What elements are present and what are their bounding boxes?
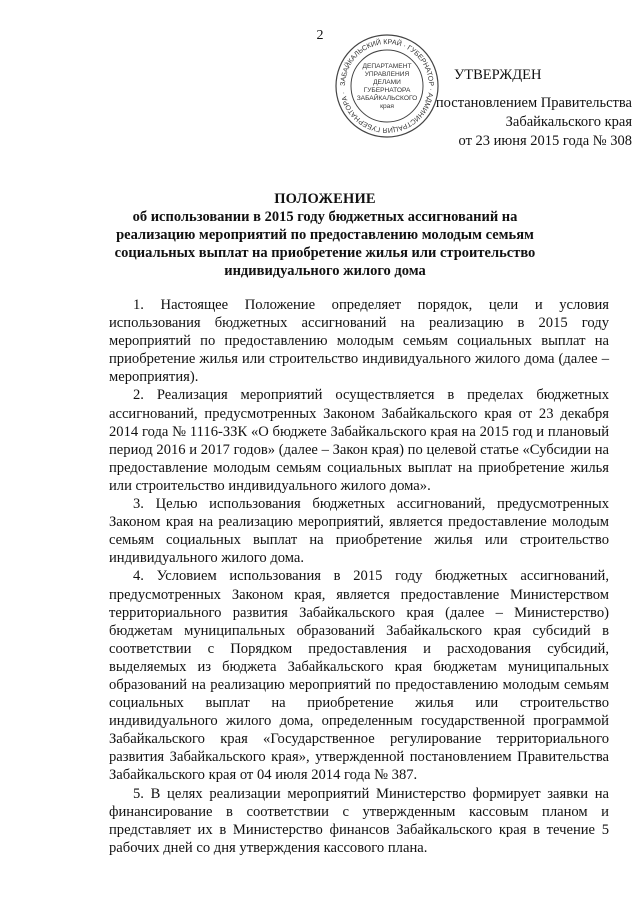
paragraph-2: 2. Реализация мероприятий осуществляется в пределах бюджетных ассигнований, предусмотренных Законом Забайкальского края от 23 декабря 2014 года № 1116-ЗЗК «О бюджете Забайкальского края на 2015 год и плановый период 2016 и 2017 годов» (далее – Закон края) по целевой статье «Субсидии на предоставление молодым семьям социальных выплат на приобретение жилья или строительство индивидуального жилого дома».: [109, 387, 609, 494]
paragraph-4: 4. Условием использования в 2015 году бюджетных ассигнований, предусмотренных Законом края, является предоставление Министерством территориального развития Забайкальского края (далее – Министерство) бюджетам муниципальных образований Забайкальского края субсидий в соответствии с Порядком предоставления и расходования субсидий, выделяемых из бюджета Забайкальского края бюджетам муниципальных образований на реализацию мероприятий по предоставлению молодым семьям социальных выплат на приобретение жилья или строительство индивидуального жилого дома, определенным государственной программой Забайкальского края «Государственное регулирование территориального развития Забайкальского края», утвержденной постановлением Правительства Забайкальского края от 04 июля 2014 года № 387.: [109, 568, 609, 784]
approval-heading: УТВЕРЖДЕН: [454, 67, 542, 83]
paragraph-5: 5. В целях реализации мероприятий Министерство формирует заявки на финансирование в соответствии с утвержденным кассовым планом и представляет их в Министерство финансов Забайкальского края в течение 5 рабочих дней со дня утверждения кассового плана.: [109, 785, 609, 856]
document-title: ПОЛОЖЕНИЕ: [274, 191, 376, 207]
approval-block: [396, 66, 632, 151]
stamp-center-line: ЗАБАЙКАЛЬСКОГО: [356, 95, 418, 102]
stamp-center-line: края: [380, 103, 394, 110]
stamp-center-line: ГУБЕРНАТОРА: [363, 87, 411, 94]
stamp-ring-text: ЗАБАЙКАЛЬСКИЙ КРАЙ · ГУБЕРНАТОР · АДМИНИСТРАЦИЯ ГУБЕРНАТОРА ·: [339, 38, 435, 134]
page-number: 2: [316, 28, 324, 43]
paragraph-1: 1. Настоящее Положение определяет порядок, цели и условия использования бюджетных ассигнований на реализацию в 2015 году мероприятий по предоставлению молодым семьям социальных выплат на приобретение жилья или строительство индивидуального жилого дома (далее – мероприятия).: [109, 297, 609, 386]
document-title-block: [100, 190, 550, 280]
approval-line-1: постановлением Правительства: [435, 95, 632, 111]
stamp-center-line: УПРАВЛЕНИЯ: [364, 71, 410, 78]
document-body: [109, 296, 609, 857]
paragraph-3: 3. Целью использования бюджетных ассигнований, предусмотренных Законом края на реализацию мероприятий, является предоставление молодым семьям социальных выплат на приобретение жилья или строительство индивидуального жилого дома.: [109, 496, 609, 567]
document-subtitle: об использовании в 2015 году бюджетных ассигнований на реализацию мероприятий по предоставлению молодым семьям социальных выплат на приобретение жилья или строительство индивидуального жилого дома: [114, 209, 536, 279]
stamp-center-line: ДЕЛАМИ: [373, 79, 401, 86]
approval-line-3: от 23 июня 2015 года № 308: [458, 133, 632, 149]
approval-line-2: Забайкальского края: [505, 114, 632, 130]
stamp-center-line: ДЕПАРТАМЕНТ: [362, 63, 412, 70]
